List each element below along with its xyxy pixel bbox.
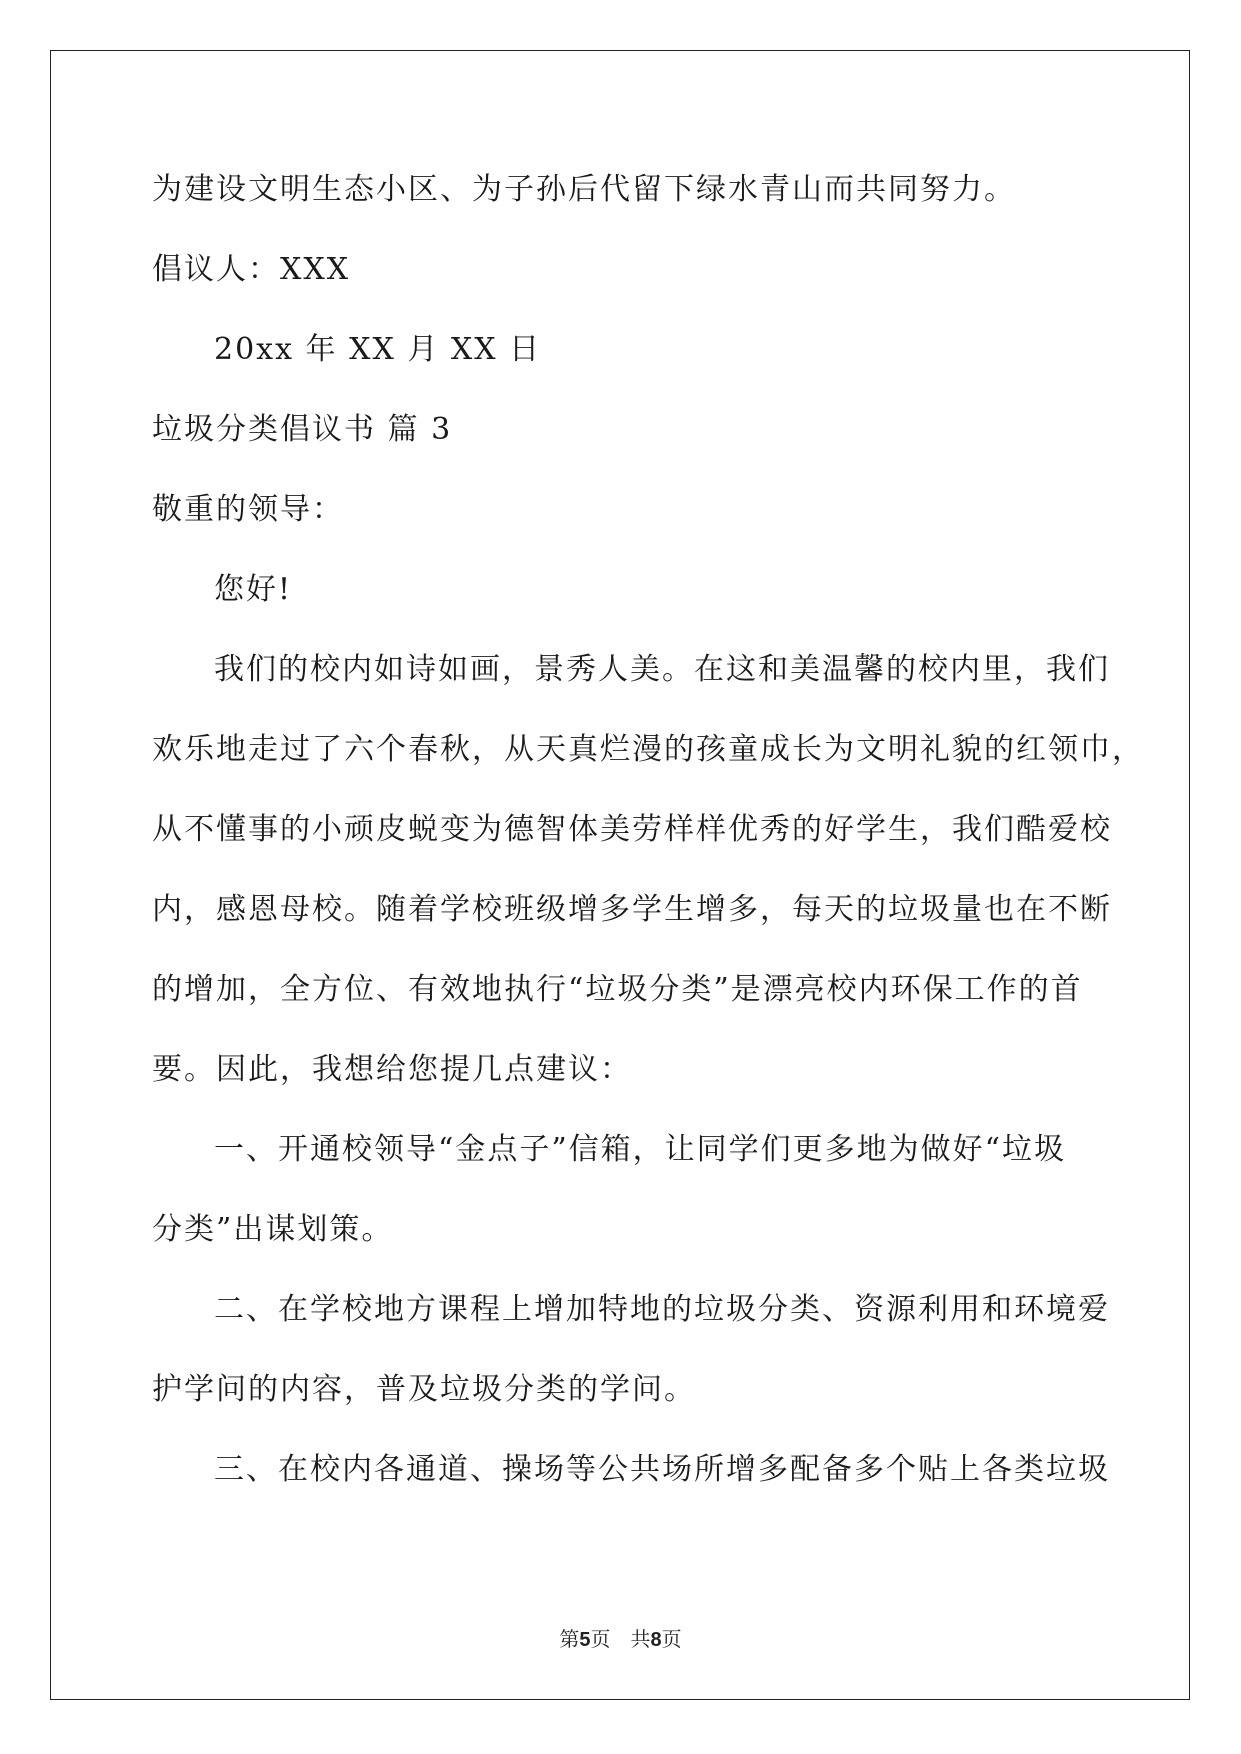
body-text-line: 二、在学校地方课程上增加特地的垃圾分类、资源利用和环境爱 xyxy=(214,1292,1110,1327)
footer-prefix: 第 xyxy=(559,1627,580,1651)
proposer-line: 倡议人：XXX xyxy=(152,252,351,287)
footer-mid: 页 共 xyxy=(590,1627,651,1651)
greeting: 您好! xyxy=(214,572,293,607)
body-text-line: 从不懂事的小顽皮蜕变为德智体美劳样样优秀的好学生，我们酷爱校 xyxy=(152,812,1112,847)
body-text-line: 欢乐地走过了六个春秋，从天真烂漫的孩童成长为文明礼貌的红领巾， xyxy=(152,732,1144,767)
date-line: 20xx 年 XX 月 XX 日 xyxy=(214,332,542,367)
body-text-line: 要。因此，我想给您提几点建议： xyxy=(152,1052,632,1087)
total-page-number: 8 xyxy=(650,1629,662,1651)
body-text-line: 一、开通校领导“金点子”信箱，让同学们更多地为做好“垃圾 xyxy=(214,1132,1067,1167)
body-text-line: 的增加，全方位、有效地执行“垃圾分类”是漂亮校内环保工作的首 xyxy=(152,972,1083,1007)
page-footer xyxy=(0,1626,1241,1653)
body-text-line: 内，感恩母校。随着学校班级增多学生增多，每天的垃圾量也在不断 xyxy=(152,892,1112,927)
current-page-number: 5 xyxy=(579,1629,591,1651)
body-text-line: 分类”出谋划策。 xyxy=(152,1212,394,1247)
salutation: 敬重的领导： xyxy=(152,492,344,527)
body-text-line: 三、在校内各通道、操场等公共场所增多配备多个贴上各类垃圾 xyxy=(214,1452,1110,1487)
section-title: 垃圾分类倡议书 篇 3 xyxy=(152,412,453,447)
body-text-line: 我们的校内如诗如画，景秀人美。在这和美温馨的校内里，我们 xyxy=(214,652,1110,687)
footer-suffix: 页 xyxy=(661,1627,682,1651)
body-text-line: 为建设文明生态小区、为子孙后代留下绿水青山而共同努力。 xyxy=(152,172,1016,207)
body-text-line: 护学问的内容，普及垃圾分类的学问。 xyxy=(152,1372,696,1407)
